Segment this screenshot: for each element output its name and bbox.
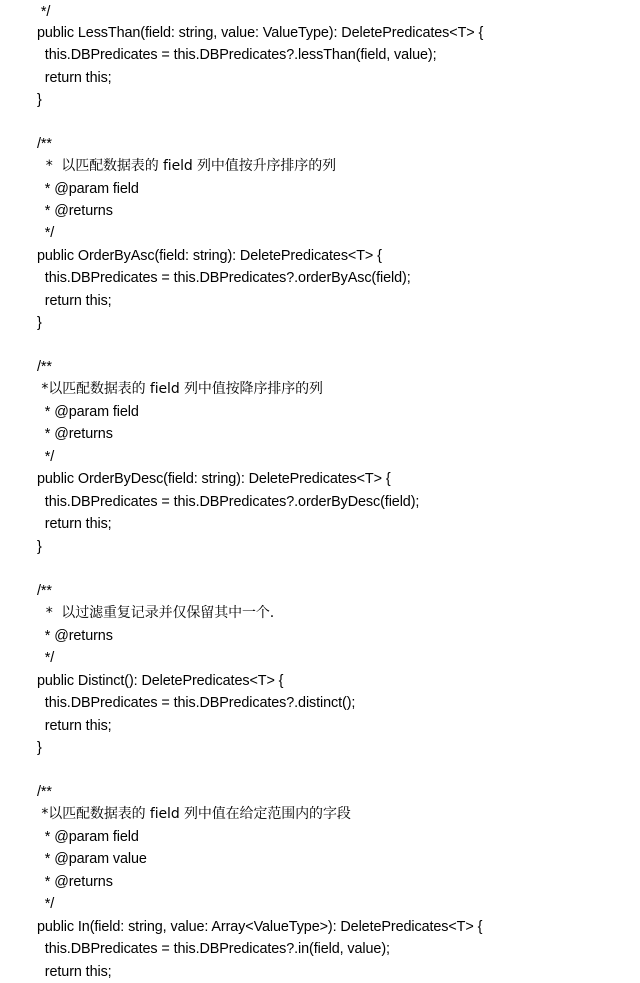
code-line: public In(field: string, value: Array<ValueType>): DeletePredicates<T> {: [37, 919, 483, 935]
code-line: * @param field: [37, 829, 139, 845]
code-line: *以匹配数据表的 field 列中值在给定范围内的字段: [37, 806, 351, 822]
code-line: /**: [37, 583, 52, 599]
code-line: */: [37, 225, 55, 241]
code-line: * @param field: [37, 404, 139, 420]
code-line: /**: [37, 136, 52, 152]
code-line: public Distinct(): DeletePredicates<T> {: [37, 673, 284, 689]
code-line: /**: [37, 359, 52, 375]
code-line: this.DBPredicates = this.DBPredicates?.lessThan(field, value);: [37, 47, 437, 63]
code-line: * @returns: [37, 203, 113, 219]
code-line: *以匹配数据表的 field 列中值按降序排序的列: [37, 381, 323, 397]
code-line: public LessThan(field: string, value: ValueType): DeletePredicates<T> {: [37, 25, 484, 41]
code-line: return this;: [37, 516, 112, 532]
code-line: */: [37, 650, 55, 666]
code-line: */: [37, 896, 55, 912]
code-line: return this;: [37, 718, 112, 734]
code-line: this.DBPredicates = this.DBPredicates?.orderByAsc(field);: [37, 270, 411, 286]
code-line: */: [37, 4, 51, 20]
code-line: * @returns: [37, 628, 113, 644]
code-line: this.DBPredicates = this.DBPredicates?.distinct();: [37, 695, 356, 711]
code-line: return this;: [37, 293, 112, 309]
code-line: }: [37, 740, 42, 756]
code-line: * 以匹配数据表的 field 列中值按升序排序的列: [37, 158, 337, 174]
code-line: this.DBPredicates = this.DBPredicates?.in(field, value);: [37, 941, 390, 957]
code-line: public OrderByDesc(field: string): DeletePredicates<T> {: [37, 471, 391, 487]
code-line: }: [37, 92, 42, 108]
code-line: */: [37, 449, 55, 465]
code-line: }: [37, 315, 42, 331]
code-line: * @param value: [37, 851, 147, 867]
code-line: /**: [37, 784, 52, 800]
code-line: public OrderByAsc(field: string): DeletePredicates<T> {: [37, 248, 382, 264]
code-line: this.DBPredicates = this.DBPredicates?.orderByDesc(field);: [37, 494, 420, 510]
code-line: * @returns: [37, 874, 113, 890]
code-line: * @param field: [37, 181, 139, 197]
code-line: * 以过滤重复记录并仅保留其中一个.: [37, 605, 275, 621]
code-line: return this;: [37, 70, 112, 86]
code-line: * @returns: [37, 426, 113, 442]
code-line: }: [37, 539, 42, 555]
code-line: return this;: [37, 964, 112, 980]
